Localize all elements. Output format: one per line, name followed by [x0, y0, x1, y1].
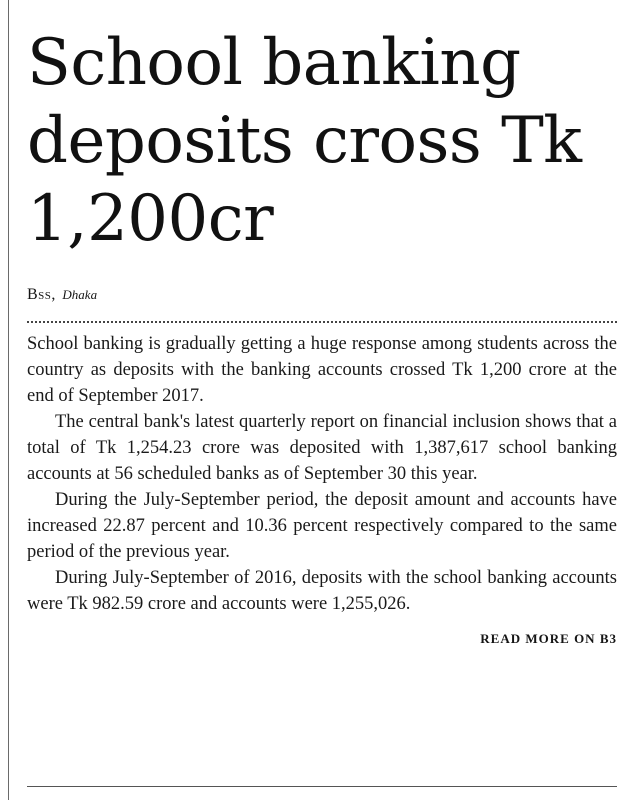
paragraph-1: School banking is gradually getting a huge response among students across the country as deposits with the banking accounts crossed Tk 1,200 crore at the end of September 2017. [27, 334, 617, 406]
paragraph-2: The central bank's latest quarterly report on financial inclusion shows that a total of Tk 1,254.23 crore was deposited with 1,387,617 school banking accounts at 56 scheduled banks as of September 30 this year. [27, 412, 617, 484]
byline [27, 286, 617, 305]
read-more-link[interactable]: READ MORE ON B3 [480, 631, 617, 646]
byline-location: Dhaka [62, 287, 98, 302]
news-article [27, 24, 617, 647]
left-column-rule [8, 0, 9, 800]
dotted-divider [27, 321, 617, 323]
article-body [27, 331, 617, 617]
paragraph-3: During the July-September period, the deposit amount and accounts have increased 22.87 percent and 10.36 percent respectively compared to the same period of the previous year. [27, 490, 617, 562]
byline-agency: Bss, [27, 286, 56, 303]
headline: School banking deposits cross Tk 1,200cr [27, 26, 582, 256]
paragraph-4: During July-September of 2016, deposits with the school banking accounts were Tk 982.59 crore and accounts were 1,255,026. [27, 568, 617, 614]
bottom-rule [27, 786, 617, 787]
